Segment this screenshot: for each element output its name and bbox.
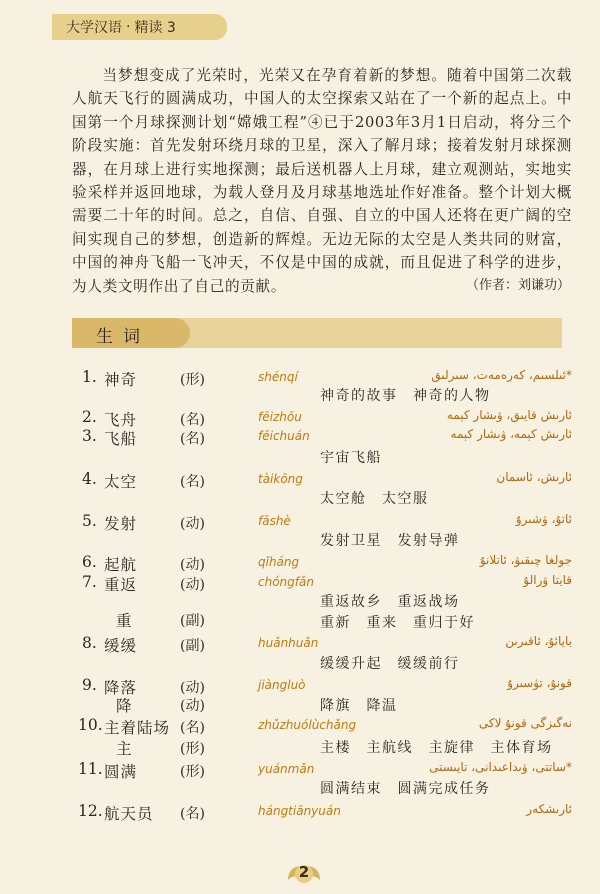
vocab-word: 飞船 (104, 430, 138, 448)
vocab-word: 飞舟 (104, 411, 138, 429)
vocab-pos: (名) (180, 720, 205, 736)
vocab-word: 主 (116, 740, 133, 758)
vocab-word: 降 (116, 697, 133, 715)
vocab-pinyin: qǐháng (258, 555, 300, 569)
vocab-pos: (动) (180, 516, 205, 532)
vocab-pos: (副) (180, 613, 205, 629)
vocab-examples: 宇宙飞船 (320, 450, 382, 466)
vocab-number: 6. (82, 553, 97, 571)
vocab-pos: (形) (180, 372, 205, 388)
vocab-word: 圆满 (104, 763, 138, 781)
vocab-number: 4. (82, 470, 97, 488)
volume-title: 精读 3 (134, 20, 176, 36)
vocab-uyghur: ئارىش قايىق، ۋىشار كېمە (446, 408, 572, 422)
vocab-pinyin: yuánmǎn (258, 762, 315, 776)
vocab-number: 12. (78, 802, 103, 820)
vocab-number: 10. (78, 716, 103, 734)
vocab-pos: (形) (180, 741, 205, 757)
vocab-number: 5. (82, 512, 97, 530)
vocab-number: 1. (82, 368, 97, 386)
vocab-word: 主着陆场 (104, 719, 171, 737)
vocab-examples: 太空舱 太空服 (320, 491, 429, 507)
vocab-uyghur: نەگىزگى قونۇ لاكى (478, 716, 572, 730)
book-title: 大学汉语 (66, 20, 122, 36)
vocab-uyghur: *ساتتى، ۋىداعىدانى، تايىستى (429, 760, 572, 774)
vocab-examples: 主楼 主航线 主旋律 主体育场 (320, 740, 553, 756)
header-separator: · (126, 19, 131, 35)
vocab-word: 缓缓 (104, 637, 138, 655)
vocab-pinyin: zhǔzhuólùchǎng (258, 718, 357, 732)
vocab-word: 太空 (104, 473, 138, 491)
vocab-pinyin: tàikōng (258, 472, 303, 486)
vocab-pos: (名) (180, 806, 205, 822)
vocab-pos: (动) (180, 577, 205, 593)
vocab-word: 发射 (104, 515, 138, 533)
vocab-number: 2. (82, 408, 97, 426)
vocab-examples: 缓缓升起 缓缓前行 (320, 656, 460, 672)
vocab-pinyin: fēizhōu (258, 410, 302, 424)
vocab-pos: (名) (180, 474, 205, 490)
vocab-pinyin: fāshè (258, 514, 291, 528)
vocab-pinyin: huǎnhuǎn (258, 636, 319, 650)
vocab-number: 8. (82, 634, 97, 652)
vocab-pos: (名) (180, 412, 205, 428)
vocab-uyghur: جولغا چىقىۋ، ئاتلانۇ (479, 553, 572, 567)
vocab-number: 9. (82, 676, 97, 694)
vocab-pinyin: fēichuán (258, 429, 310, 443)
vocab-number: 11. (78, 760, 103, 778)
vocab-uyghur: ئارىش، ئاسمان (496, 470, 572, 484)
vocab-pos: (动) (180, 557, 205, 573)
page-number: 2 (298, 863, 310, 881)
vocab-uyghur: ئاتۇ، ۋشىرۇ (515, 512, 572, 526)
vocab-examples: 发射卫星 发射导弹 (320, 533, 460, 549)
vocab-word: 起航 (104, 556, 138, 574)
vocab-pos: (形) (180, 764, 205, 780)
vocab-examples: 神奇的故事 神奇的人物 (320, 388, 491, 404)
vocab-uyghur: قونۇ، تۈسىرۇ (507, 676, 572, 690)
author-credit: （作者：刘谦功） (465, 278, 570, 293)
vocab-word: 神奇 (104, 371, 138, 389)
vocab-pos: (副) (180, 638, 205, 654)
vocab-word: 重返 (104, 576, 138, 594)
vocab-uyghur: *ئىلسىم، كەرەمەت، سىرلىق (431, 368, 572, 382)
vocab-pinyin: chóngfǎn (258, 575, 314, 589)
vocab-uyghur: ئارىشكەر (526, 802, 572, 816)
vocab-section-title: 生词 (96, 327, 150, 347)
vocab-number: 3. (82, 427, 97, 445)
vocab-uyghur: ئارىش كېمە، ۋىشار كېمە (450, 427, 572, 441)
vocab-pinyin: shénqí (258, 370, 298, 384)
vocab-pinyin: jiàngluò (258, 678, 306, 692)
vocab-number: 7. (82, 573, 97, 591)
vocab-pos: (名) (180, 431, 205, 447)
vocab-uyghur: قايتا ۋرالۇ (523, 573, 572, 587)
vocab-word: 降落 (104, 679, 138, 697)
vocab-pos: (动) (180, 698, 205, 714)
vocab-examples: 圆满结束 圆满完成任务 (320, 781, 491, 797)
vocab-examples: 重返故乡 重返战场 (320, 594, 460, 610)
vocab-uyghur: بايائۇ، ئاقىرىن (505, 634, 572, 648)
vocab-pinyin: hángtiānyuán (258, 804, 341, 818)
vocab-examples: 降旗 降温 (320, 698, 398, 714)
passage-text: 当梦想变成了光荣时，光荣又在孕育着新的梦想。随着中国第二次载人航天飞行的圆满成功，中国人的太空探索又站在了一个新的起点上。中国第一个月球探测计划“嫦娥工程”④已于2003年3月1日启动，将分三个阶段实施：首先发射环绕月球的卫星，深入了解月球；接着发射月球探测器，在月球上进行实地探测；最后送机器人上月球，建立观测站，实地实验采样并返回地球，为载人登月及月球基地选址作好准备。整个计划大概需要二十年的时间。总之，自信、自强、自立的中国人还将在更广阔的空间实现自己的梦想，创造新的辉煌。无边无际的太空是人类共同的财富，中国的神舟飞船一飞冲天，不仅是中国的成就，而且促进了科学的进步，为人类文明作出了自己的贡献。 (72, 67, 572, 295)
vocab-pos: (动) (180, 680, 205, 696)
vocab-word: 航天员 (104, 805, 154, 823)
vocab-examples: 重新 重来 重归于好 (320, 615, 475, 631)
vocab-word: 重 (116, 612, 133, 630)
